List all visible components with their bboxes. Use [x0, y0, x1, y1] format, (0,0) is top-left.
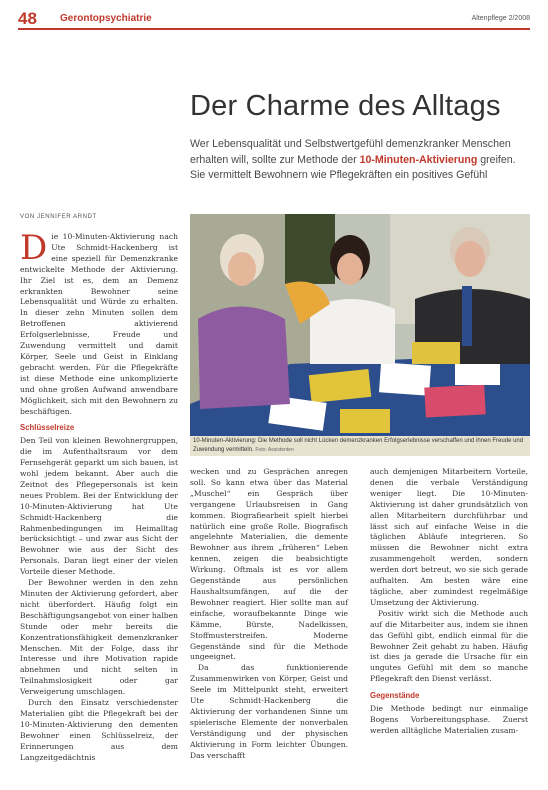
col1-paragraph-2: Den Teil von kleinen Bewohnergruppen, die im Aufenthaltsraum vor dem Fernsehgerät geparkt um sich bauen, ist wohl jedem bekannt. Aber auch die Zeitnot des Pflegepersonals ist kein neues Problem. Bei der Entwicklung der 10-Minuten-Aktivierung hat Ute Schmidt-Hackenberg die Rahmenbedingungen im Heimalltag berücksichtigt – und zwar aus Sicht der Bewohner wie aus der Sicht des Personals. Daran liegt einer der vielen Vorteile dieser Methode. — [20, 436, 178, 577]
col1-paragraph-4: Durch den Einsatz verschiedenster Materialien gibt die Pflegekraft bei der 10-Minuten-Aktivierung den dementen Bewohner einen Schlüsselreiz, der Erinnerungen aus dem Langzeitgedächtnis — [20, 698, 178, 762]
col3-paragraph-2: Positiv wirkt sich die Methode auch auf die Mitarbeiter aus, indem sie ihnen das Gefühl gibt, endlich einmal für die Bewohner Zeit gehabt zu haben. Häufig ist dies ja gerade die Ursache für ein ungutes Gefühl mit dem so manche Pflegekraft den Dienst verlässt. — [370, 608, 528, 684]
photo-credit: Foto: Assistenten — [255, 446, 294, 453]
subheading-gegenstaende: Gegenstände — [370, 691, 420, 701]
photo-caption: 10-Minuten-Aktivierung: Die Methode soll nicht Lücken demenzkranken Erfolgserlebnisse verschaffen und ihnen Freude und Zuwendung vermitteln. Foto: Assistenten — [190, 436, 530, 456]
article-photo — [190, 214, 530, 436]
drop-cap: D — [20, 228, 48, 268]
col3-paragraph-3: Die Methode bedingt nur einmalige Bogens Vorbereitungsphase. Zuerst werden alltägliche Materialien zusam- — [370, 704, 528, 735]
col2-paragraph-1: wecken und zu Gesprächen anregen soll. So kann etwa über das Material „Muschel“ ein Gespräch über vergangene Urlaubsreisen in Gang kommen. Biografiearbeit spielt hierbei natürlich eine große Rolle. Biografisch angelehnte Materialien, die demente Bewohner aus ihrem „früheren“ Leben kennen, zeigen die beabsichtigte Wirkung. Oftmals ist es vor allem Gegenstände aus persönlichen Haushaltsumfängen, auf die der Bewohner reagiert. Hier sollte man auf einfache, woraufbekannte Dinge wie Kämme, Bürste, Nadelkissen, Stoffmusterstreifen. Moderne Gegenstände sind für die Methode ungeeignet. — [190, 467, 348, 662]
issue-label: Altenpflege 2/2008 — [471, 15, 530, 22]
col1-paragraph-1: Die 10-Minuten-Aktivierung nach Ute Schmidt-Hackenberg ist eine speziell für Demenzkranke entwickelte Methode der Aktivierung. Ihr Ziel ist es, dem an Demenz erkrankten Bewohner seine Lebensqualität und Würde zu erhalten. In dieser zehn Minuten sollen dem Betroffenen aktivierend Erfolgserlebnisse, Freude und Zuwendung vermittelt und damit Körper, Seele und Geist in Einklang gebracht werden. Für die Pflegekräfte ist diese Methode eine unkomplizierte und ohne großen Aufwand anwendbare Möglichkeit, sich mit den Bewohnern zu beschäftigen. — [20, 228, 178, 416]
subheading-schluesselreize: Schlüsselreize — [20, 423, 75, 433]
column-2 — [190, 467, 348, 761]
header-rule — [18, 28, 530, 30]
page-number: 48 — [18, 9, 37, 28]
col2-paragraph-2: Da das funktionierende Zusammenwirken von Körper, Geist und Seele im Mittelpunkt steht, erweitert Ute Schmidt-Hackenberg die Aktivierung der vorhandenen Sinne um spielerische Elemente der nonverbalen Verständigung und der physischen Aktivierung in Form leichter Übungen. Das verschafft — [190, 663, 348, 760]
lede-highlight: 10-Minuten-Aktivierung — [359, 153, 478, 166]
col3-paragraph-1: auch demjenigen Mitarbeitern Vorteile, denen die verbale Verständigung weniger liegt. Die 10-Minuten-Aktivierung ist daher grundsätzlich von allen Mitarbeitern durchführbar und lässt sich auf einfache Weise in die täglichen Abläufe integrieren. So müssen die Bewohner nicht extra zusammengeholt werden, sondern werden dort betreut, wo sie sich gerade aufhalten. Am besten wäre eine tägliche, aber zumindest regelmäßige Umsetzung der Aktivierung. — [370, 467, 528, 607]
author-byline: VON JENNIFER ARNDT — [20, 214, 97, 220]
column-3 — [370, 467, 528, 737]
section-title: Gerontopsychiatrie — [60, 13, 152, 24]
article-title: Der Charme des Alltags — [190, 90, 501, 122]
article-lede: Wer Lebensqualität und Selbstwertgefühl demenzkranker Menschen erhalten will, sollte zur Methode der 10-Minuten-Aktivierung greifen. Sie vermittelt Bewohnern wie Pflegekräften ein positives Gefühl — [190, 138, 516, 181]
col1-paragraph-3: Der Bewohner werden in den zehn Minuten der Aktivierung gefordert, aber nicht überfordert. Häufig folgt ein Beschäftigungsangebot von einer halben Stunde oder mehr bereits die Konzentrationsfähigkeit demenzkranker Menschen. Mit der Folge, dass ihr Interesse und ihre Motivation rapide abnehmen und nicht selten in Teilnahmslosigkeit oder gar Verweigerung umschlagen. — [20, 578, 178, 697]
column-1 — [20, 228, 178, 764]
